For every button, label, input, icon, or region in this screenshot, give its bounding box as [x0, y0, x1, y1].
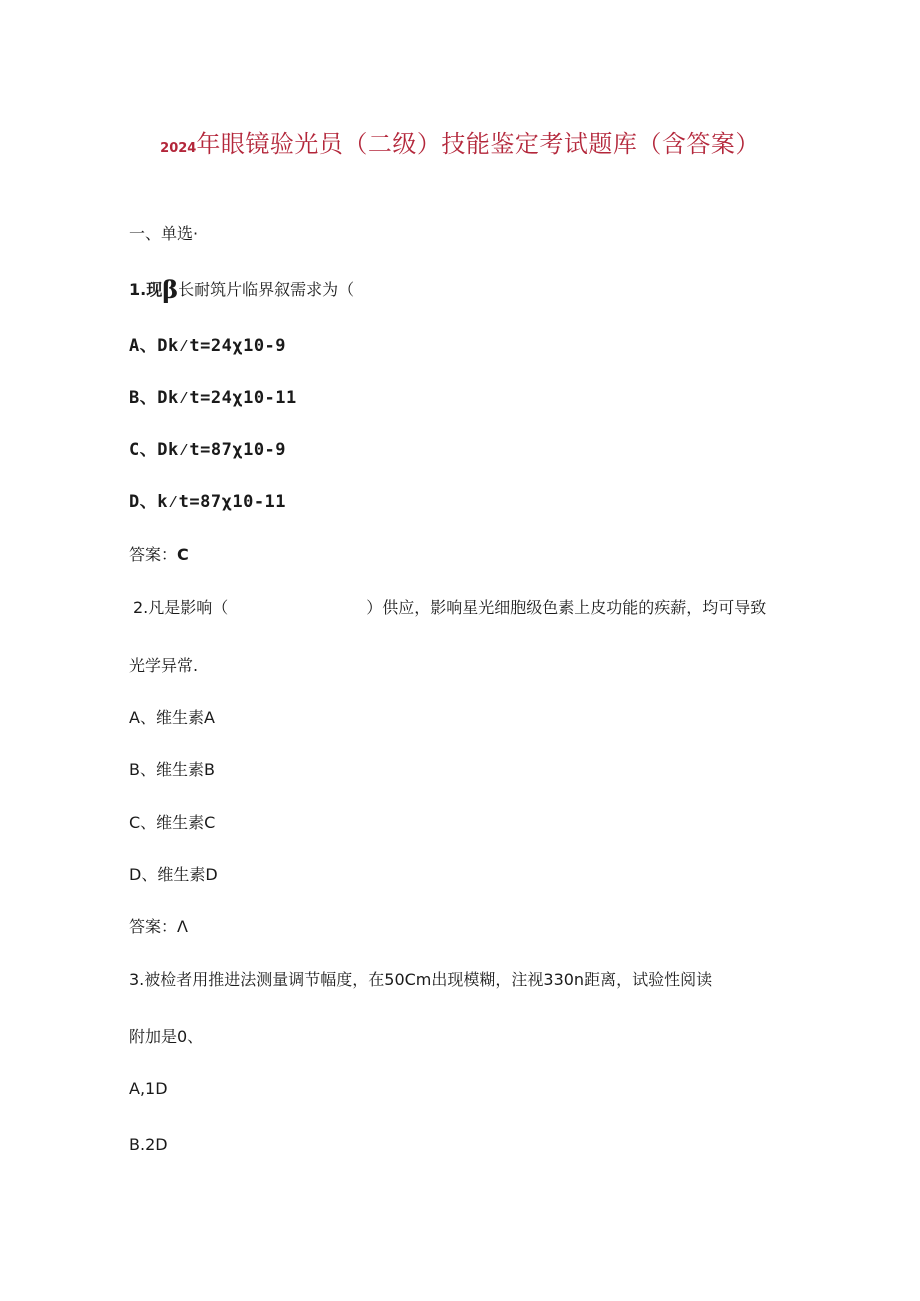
question-2-answer: 答案：Λ	[129, 917, 188, 936]
question-2-option-d: D、维生素D	[129, 865, 218, 884]
question-2-option-b: B、维生素B	[129, 760, 215, 779]
question-3-option-a: A,1D	[129, 1079, 168, 1098]
question-3-stem-line-1: 3.被检者用推进法测量调节幅度，在50Cm出现模糊，注视330n距离，试验性阅读	[129, 970, 713, 989]
question-1-option-b: B、Dk⁄t=24χ10-11	[129, 388, 297, 408]
question-1-answer-label: 答案：	[129, 545, 178, 564]
question-1-answer-value: C	[177, 545, 189, 564]
question-2-stem-left: 2.凡是影响（	[133, 598, 229, 617]
question-1-stem-prefix: 1.现	[129, 280, 163, 299]
question-2-stem-line-2: 光学异常.	[129, 656, 199, 675]
question-1-option-c: C、Dk⁄t=87χ10-9	[129, 440, 287, 460]
title-text: 年眼镜验光员（二级）技能鉴定考试题库（含答案）	[196, 130, 760, 158]
beta-symbol: β	[162, 275, 179, 304]
question-1-stem-suffix: 长耐筑片临界叙需求为（	[178, 280, 355, 299]
question-2-option-c: C、维生素C	[129, 813, 216, 832]
question-2-stem-line-1	[133, 597, 766, 619]
question-2-option-a: A、维生素A	[129, 708, 215, 727]
section-heading: 一、单选·	[129, 224, 199, 243]
question-2-stem-right: ）供应，影响星光细胞级色素上皮功能的疾薪，均可导致	[366, 598, 767, 617]
question-1-stem	[129, 275, 355, 304]
document-title	[0, 124, 920, 159]
title-year: 2024	[160, 141, 197, 156]
question-3-option-b: B.2D	[129, 1135, 168, 1154]
question-1-option-a: A、Dk⁄t=24χ10-9	[129, 336, 287, 356]
question-1-answer	[129, 544, 189, 566]
question-1-option-d: D、k⁄t=87χ10-11	[129, 492, 287, 512]
question-3-stem-line-2: 附加是0、	[129, 1027, 204, 1046]
